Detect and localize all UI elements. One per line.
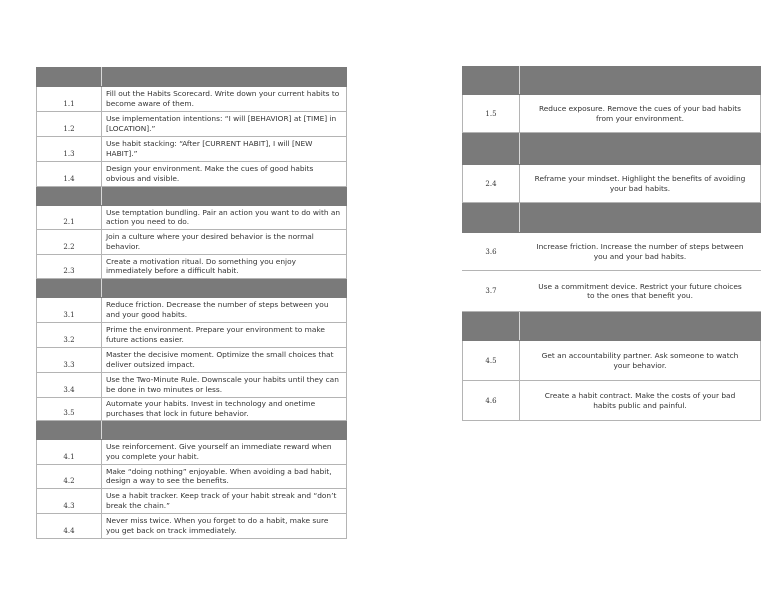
row-number: 1.1 <box>37 87 102 112</box>
table-row <box>37 465 347 489</box>
row-text: Prime the environment. Prepare your environment to make future actions easier. <box>102 323 347 348</box>
row-text: Never miss twice. When you forget to do a habit, make sure you get back on track immediately. <box>102 514 347 539</box>
table-row <box>37 206 347 230</box>
table-row <box>37 230 347 255</box>
row-number: 2.4 <box>463 165 520 203</box>
row-text: Get an accountability partner. Ask someone to watch your behavior. <box>520 341 761 381</box>
table-row <box>37 348 347 373</box>
row-number: 3.5 <box>37 398 102 421</box>
row-number: 3.6 <box>463 233 520 271</box>
row-text: Use the Two-Minute Rule. Downscale your habits until they can be done in two minutes or less. <box>102 373 347 398</box>
row-text: Use a habit tracker. Keep track of your habit streak and “don’t break the chain.” <box>102 489 347 514</box>
section-header-2 <box>463 133 761 165</box>
row-text: Automate your habits. Invest in technology and onetime purchases that lock in future behavior. <box>102 398 347 421</box>
row-text: Reduce friction. Decrease the number of steps between you and your good habits. <box>102 298 347 323</box>
table-row <box>37 440 347 465</box>
table-row <box>463 341 761 381</box>
table-row <box>463 165 761 203</box>
row-number: 3.3 <box>37 348 102 373</box>
row-text: Create a habit contract. Make the costs of your bad habits public and painful. <box>520 381 761 421</box>
table-row <box>463 381 761 421</box>
good-habits-table <box>36 67 347 539</box>
table-row <box>37 489 347 514</box>
row-text: Increase friction. Increase the number of steps between you and your bad habits. <box>520 233 761 271</box>
row-number: 3.4 <box>37 373 102 398</box>
row-number: 1.4 <box>37 162 102 187</box>
table-row <box>37 87 347 112</box>
row-number: 4.1 <box>37 440 102 465</box>
row-text: Create a motivation ritual. Do something you enjoy immediately before a difficult habit. <box>102 255 347 279</box>
table-row <box>37 398 347 421</box>
row-number: 3.1 <box>37 298 102 323</box>
row-text: Reframe your mindset. Highlight the benefits of avoiding your bad habits. <box>520 165 761 203</box>
row-text: Use temptation bundling. Pair an action you want to do with an action you need to do. <box>102 206 347 230</box>
row-number: 2.1 <box>37 206 102 230</box>
row-number: 4.2 <box>37 465 102 489</box>
row-text: Use reinforcement. Give yourself an immediate reward when you complete your habit. <box>102 440 347 465</box>
section-header-4 <box>463 312 761 341</box>
table-row <box>37 112 347 137</box>
table-row <box>37 137 347 162</box>
row-number: 2.3 <box>37 255 102 279</box>
section-header-1 <box>463 67 761 95</box>
row-text: Design your environment. Make the cues of good habits obvious and visible. <box>102 162 347 187</box>
row-text: Join a culture where your desired behavior is the normal behavior. <box>102 230 347 255</box>
section-header-2 <box>37 187 347 206</box>
row-number: 1.2 <box>37 112 102 137</box>
table-row <box>37 373 347 398</box>
section-header-1 <box>37 68 347 87</box>
row-number: 3.2 <box>37 323 102 348</box>
row-text: Use habit stacking: “After [CURRENT HABIT], I will [NEW HABIT].” <box>102 137 347 162</box>
table-row <box>463 233 761 271</box>
table-row <box>37 162 347 187</box>
row-text: Fill out the Habits Scorecard. Write down your current habits to become aware of them. <box>102 87 347 112</box>
row-number: 4.6 <box>463 381 520 421</box>
section-header-4 <box>37 421 347 440</box>
section-header-3 <box>463 203 761 233</box>
row-text: Reduce exposure. Remove the cues of your bad habits from your environment. <box>520 95 761 133</box>
row-text: Master the decisive moment. Optimize the small choices that deliver outsized impact. <box>102 348 347 373</box>
row-text: Use a commitment device. Restrict your future choices to the ones that benefit you. <box>520 271 761 312</box>
row-number: 1.5 <box>463 95 520 133</box>
row-number: 4.5 <box>463 341 520 381</box>
section-header-3 <box>37 279 347 298</box>
bad-habits-table <box>462 66 761 421</box>
table-row <box>463 271 761 312</box>
table-row <box>37 323 347 348</box>
table-row <box>37 298 347 323</box>
table-row <box>37 255 347 279</box>
row-number: 1.3 <box>37 137 102 162</box>
row-number: 2.2 <box>37 230 102 255</box>
row-number: 4.3 <box>37 489 102 514</box>
table-row <box>463 95 761 133</box>
table-row <box>37 514 347 539</box>
row-text: Use implementation intentions: “I will [BEHAVIOR] at [TIME] in [LOCATION].” <box>102 112 347 137</box>
row-number: 4.4 <box>37 514 102 539</box>
row-number: 3.7 <box>463 271 520 312</box>
row-text: Make “doing nothing” enjoyable. When avoiding a bad habit, design a way to see the benefits. <box>102 465 347 489</box>
